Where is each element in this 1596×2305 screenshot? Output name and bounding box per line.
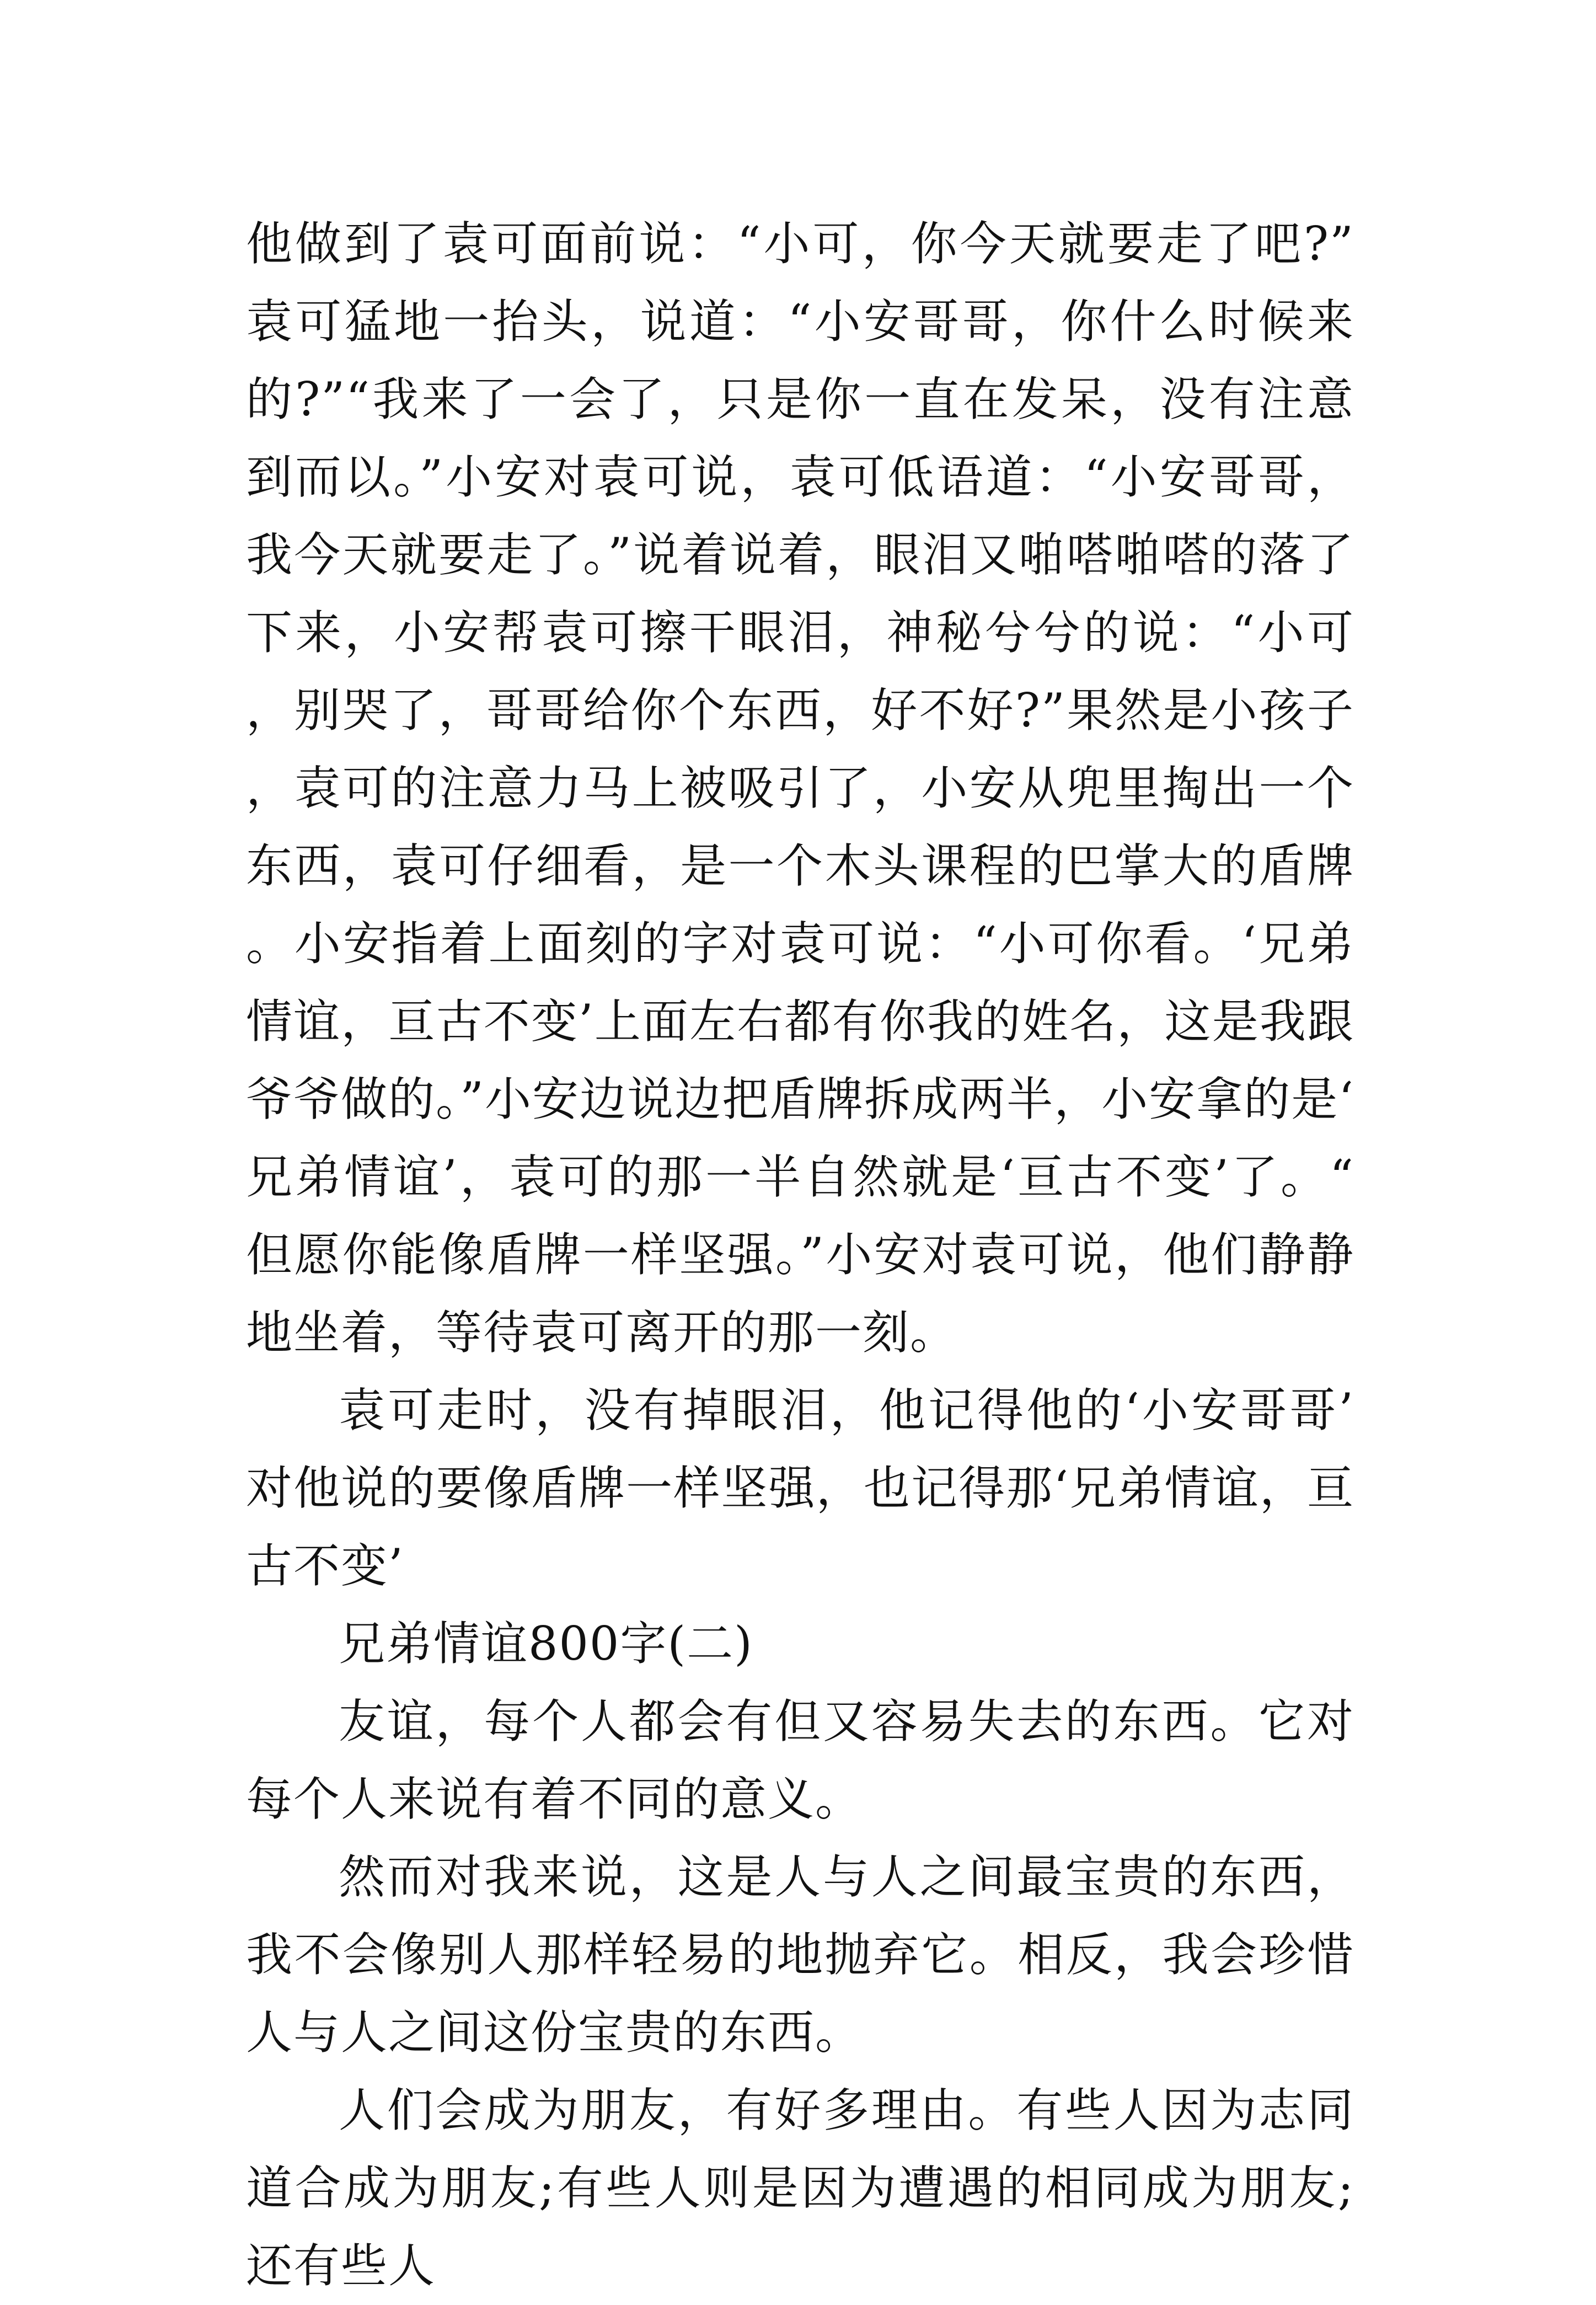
paragraph-story-continuation: 他做到了袁可面前说：“小可，你今天就要走了吧?”袁可猛地一抬头，说道：“小安哥哥，你什么时候来的?”“我来了一会了，只是你一直在发呆，没有注意到而以。”小安对袁可说，袁可低语道：“小安哥哥，我今天就要走了。”说着说着，眼泪又啪嗒啪嗒的落了下来，小安帮袁可擦干眼泪，神秘兮兮的说：“小可，别哭了，哥哥给你个东西，好不好?”果然是小孩子，袁可的注意力马上被吸引了，小安从兜里掏出一个东西，袁可仔细看，是一个木头课程的巴掌大的盾牌。小安指着上面刻的字对袁可说：“小可你看。‘兄弟情谊，亘古不变’上面左右都有你我的姓名，这是我跟爷爷做的。”小安边说边把盾牌拆成两半，小安拿的是‘兄弟情谊’，袁可的那一半自然就是‘亘古不变’了。“但愿你能像盾牌一样坚强。”小安对袁可说，他们静静地坐着，等待袁可离开的那一刻。: [246, 217, 1354, 1360]
document-body: [246, 205, 1354, 2305]
section-heading: 兄弟情谊800字(二): [339, 1617, 753, 1671]
paragraph-friendship-intro: 友谊，每个人都会有但又容易失去的东西。它对每个人来说有着不同的意义。: [246, 1694, 1354, 1826]
paragraph-departure: 袁可走时，没有掉眼泪，他记得他的‘小安哥哥’对他说的要像盾牌一样坚强，也记得那‘兄弟情谊，亘古不变’: [246, 1383, 1354, 1593]
paragraph-friendship-reasons: 人们会成为朋友，有好多理由。有些人因为志同道合成为朋友;有些人则是因为遭遇的相同成为朋友;还有些人: [246, 2083, 1354, 2293]
paragraph-friendship-value: 然而对我来说，这是人与人之间最宝贵的东西，我不会像别人那样轻易的地抛弃它。相反，我会珍惜人与人之间这份宝贵的东西。: [246, 1850, 1354, 2060]
